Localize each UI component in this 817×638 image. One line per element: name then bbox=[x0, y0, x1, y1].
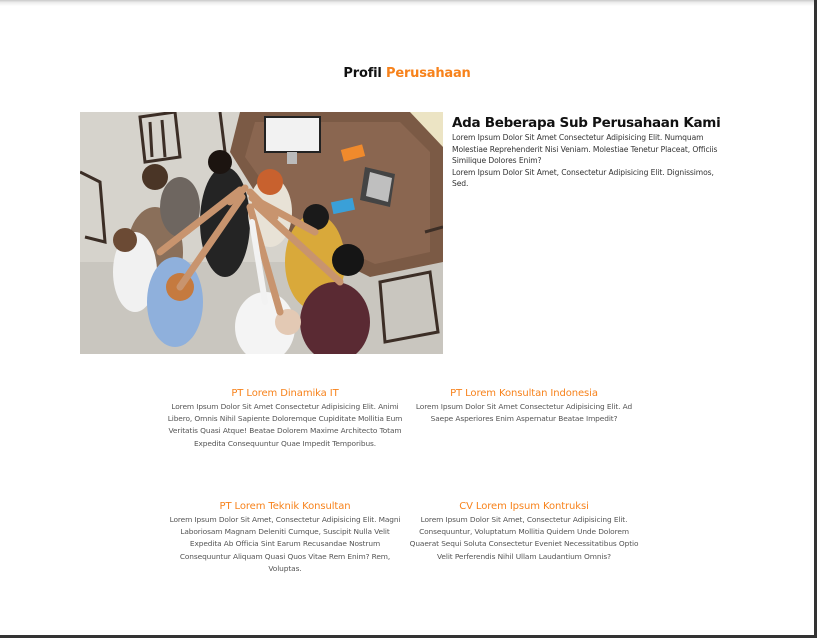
company-card bbox=[167, 387, 403, 450]
about-section bbox=[452, 115, 727, 190]
top-shadow bbox=[0, 0, 814, 6]
company-card bbox=[167, 500, 403, 575]
company-card bbox=[406, 500, 642, 563]
about-heading: Ada Beberapa Sub Perusahaan Kami bbox=[452, 115, 721, 131]
company-name: CV Lorem Ipsum Kontruksi bbox=[459, 501, 589, 512]
company-description: Lorem Ipsum Dolor Sit Amet, Consectetur Adipisicing Elit. Magni Laboriosam Magnam Deleniti Cumque, Suscipit Nulla Velit Expedita Ab Officia Sint Earum Recusandae Nostrum Consequuntur Aliquam Quasi Quos Vitae Rem Enim? Rem, Voluptas. bbox=[169, 515, 401, 573]
section-title-accent: Perusahaan bbox=[386, 66, 471, 81]
company-description: Lorem Ipsum Dolor Sit Amet Consectetur Adipisicing Elit. Ad Saepe Asperiores Enim Aspernatur Beatae Impedit? bbox=[415, 402, 633, 424]
company-name: PT Lorem Konsultan Indonesia bbox=[450, 388, 598, 399]
section-title-plain: Profil bbox=[343, 66, 382, 81]
team-photo-icon bbox=[80, 112, 443, 354]
section-title bbox=[0, 66, 814, 81]
company-description: Lorem Ipsum Dolor Sit Amet, Consectetur Adipisicing Elit. Consequuntur, Voluptatum Mollitia Quidem Unde Dolorem Quaerat Sequi Soluta Consectetur Eveniet Necessitatibus Optio Velit Perferendis Nihil Ullam Laudantium Omnis? bbox=[409, 515, 639, 561]
hero-image bbox=[80, 112, 443, 354]
about-paragraph-1: Lorem Ipsum Dolor Sit Amet Consectetur Adipisicing Elit. Numquam Molestiae Reprehenderit Nisi Veniam. Molestiae Tenetur Placeat, Officiis Similique Dolores Enim? bbox=[452, 133, 718, 165]
company-description: Lorem Ipsum Dolor Sit Amet Consectetur Adipisicing Elit. Animi Libero, Omnis Nihil Sapiente Doloremque Cupiditate Mollitia Eum Veritatis Quasi Atque! Beatae Dolorem Maxime Architecto Totam Expedita Consequuntur Quae Impedit Temporibus. bbox=[167, 402, 403, 448]
company-name: PT Lorem Teknik Konsultan bbox=[219, 501, 351, 512]
company-card bbox=[406, 387, 642, 425]
about-paragraph-2: Lorem Ipsum Dolor Sit Amet, Consectetur Adipisicing Elit. Dignissimos, Sed. bbox=[452, 167, 714, 188]
company-name: PT Lorem Dinamika IT bbox=[231, 388, 339, 399]
